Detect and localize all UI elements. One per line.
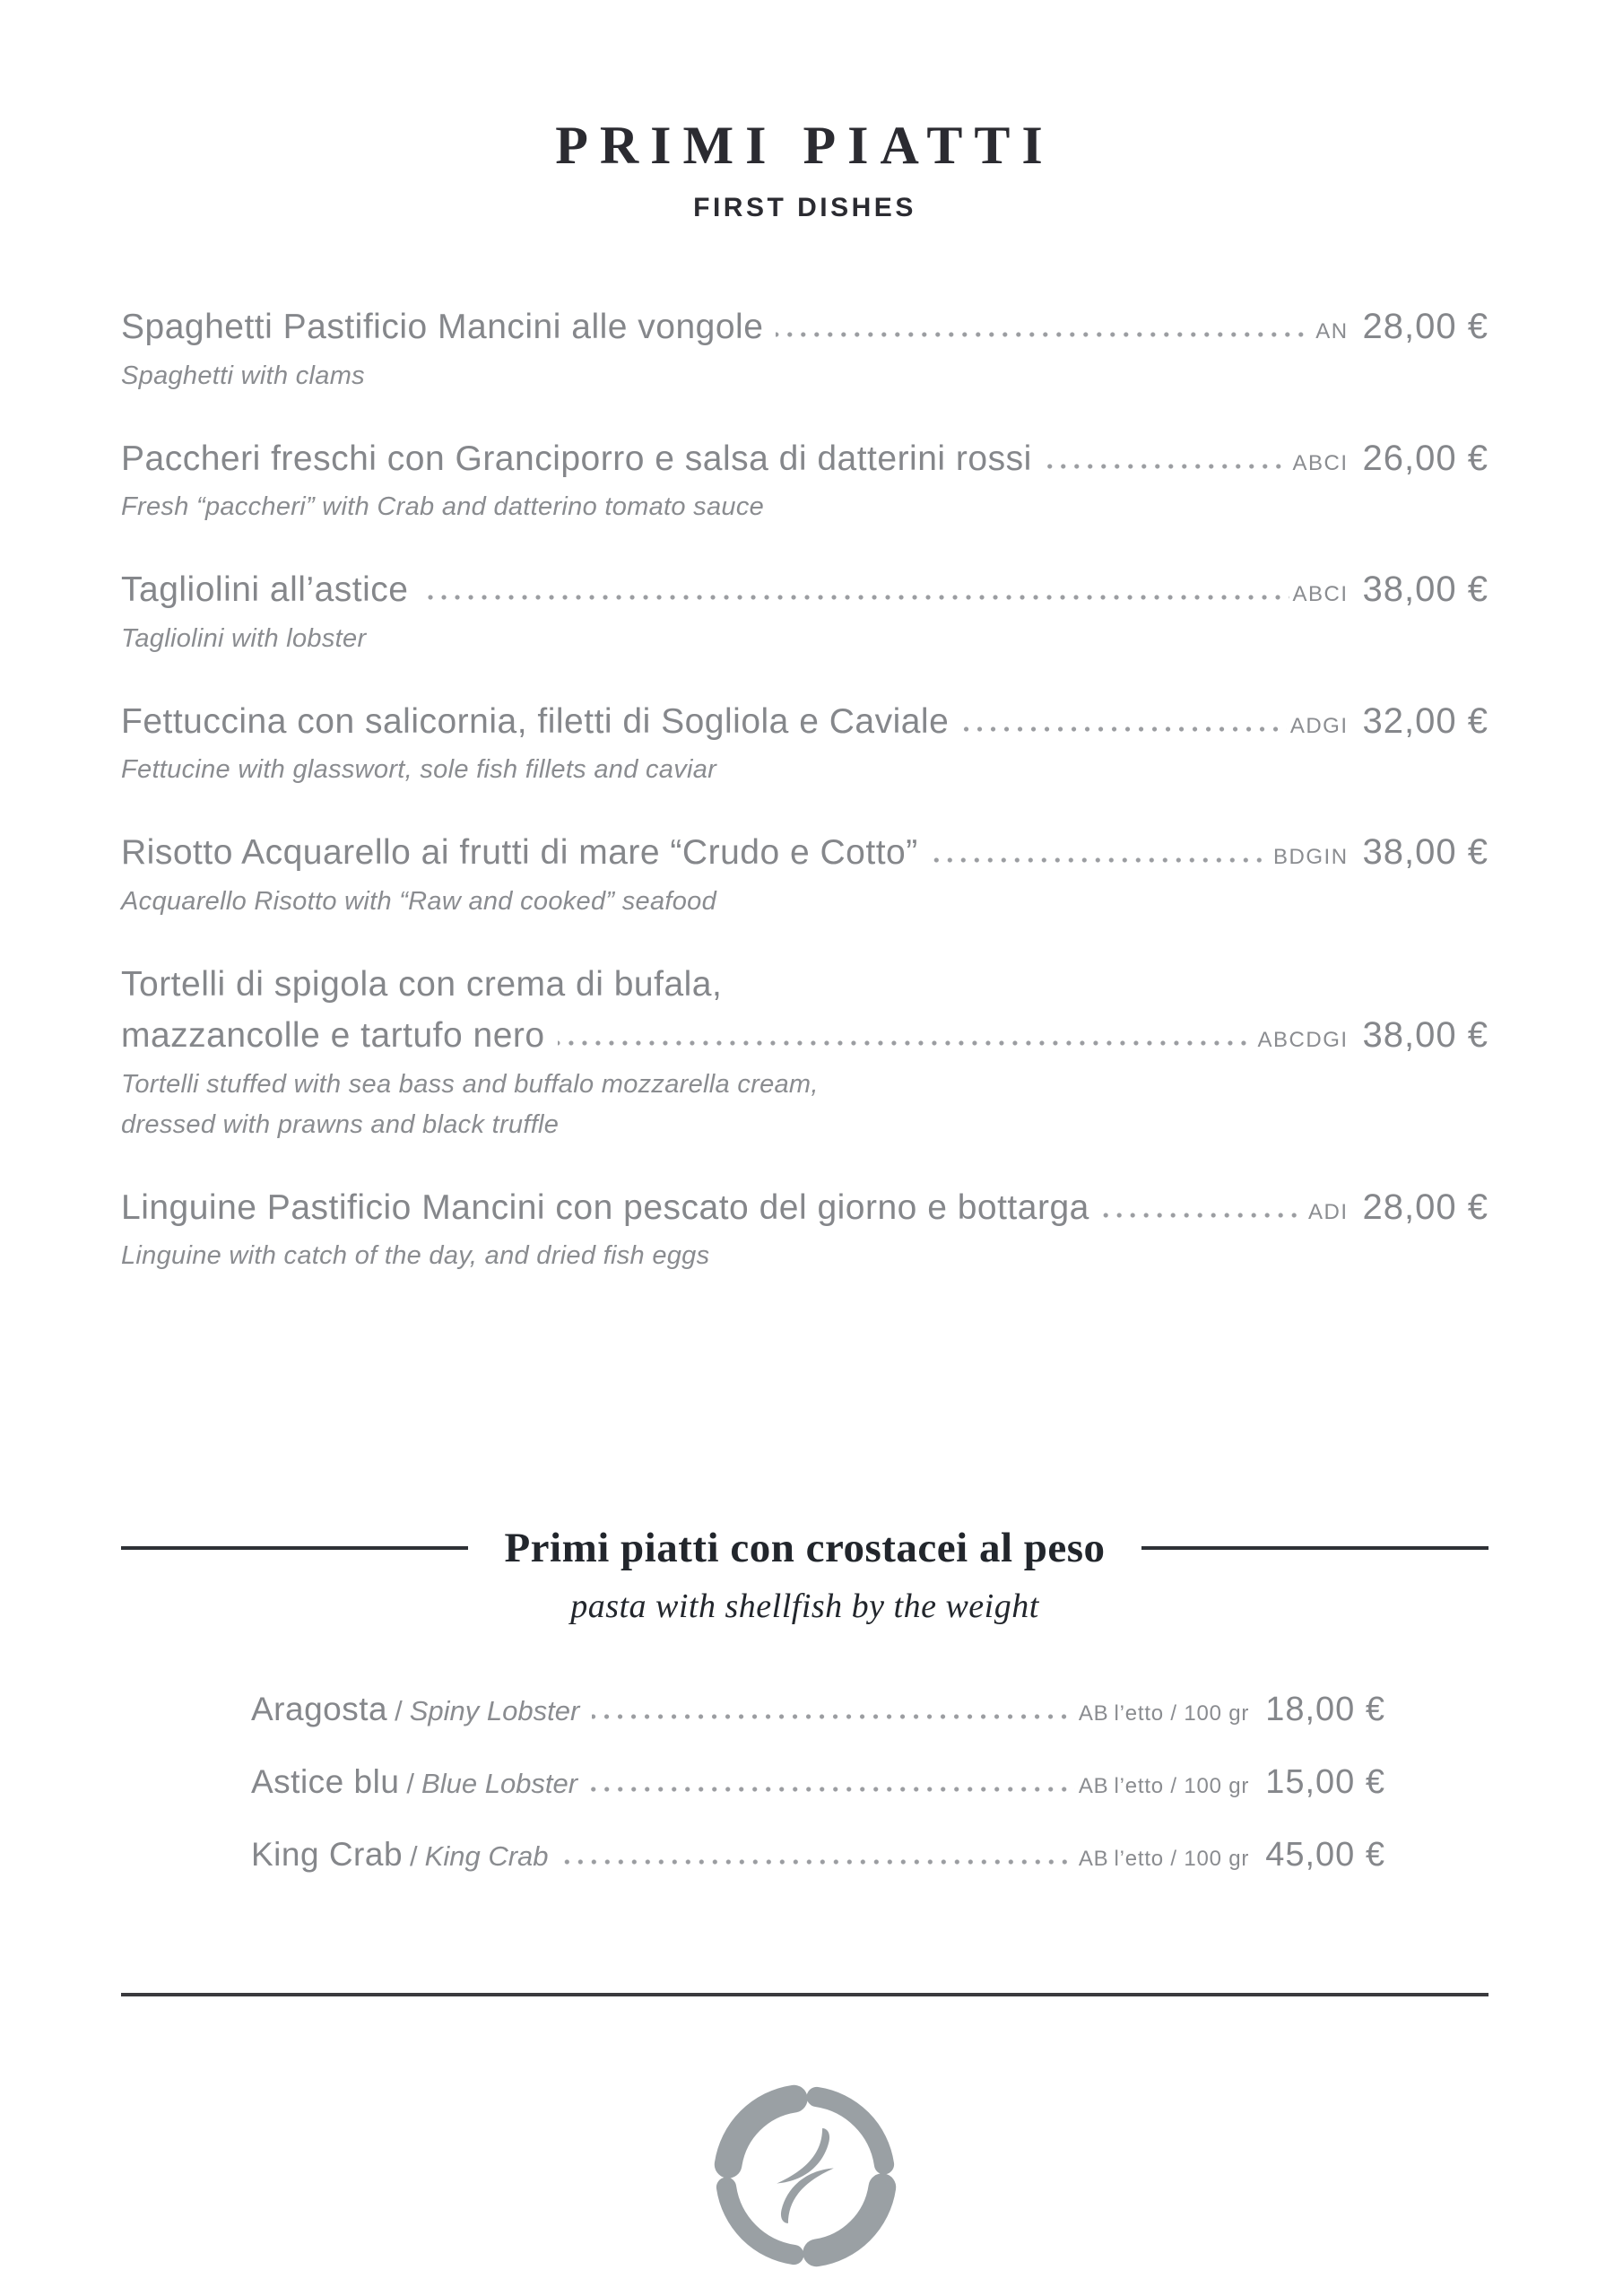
- dish-row: [121, 1014, 1488, 1057]
- allergen-code: AN: [1315, 319, 1349, 344]
- allergen-code: ADI: [1308, 1199, 1349, 1224]
- dotted-leader: [590, 1787, 1075, 1793]
- weight-section-title: Primi piatti con crostacei al peso: [504, 1525, 1106, 1572]
- dotted-leader: [931, 857, 1270, 864]
- weight-item-row: [251, 1691, 1385, 1729]
- menu-item: [121, 963, 1488, 1145]
- allergen-code: AB: [1078, 1774, 1109, 1799]
- shellfish-price: 45,00 €: [1265, 1836, 1385, 1874]
- dish-row: [121, 438, 1488, 481]
- dish-description-line: Tortelli stuffed with sea bass and buffalo mozzarella cream,: [121, 1069, 819, 1099]
- dish-price: 38,00 €: [1362, 1015, 1488, 1056]
- dotted-leader: [1045, 464, 1289, 470]
- dish-price: 38,00 €: [1362, 832, 1488, 873]
- shellfish-name-english: King Crab: [424, 1840, 549, 1873]
- dish-name: Fettuccina con salicornia, filetti di Sogliola e Caviale: [121, 701, 950, 741]
- menu-item: [121, 831, 1488, 922]
- dish-name: mazzancolle e tartufo nero: [121, 1016, 545, 1056]
- allergen-code: ADGI: [1289, 713, 1349, 738]
- weight-section-subtitle: pasta with shellfish by the weight: [570, 1587, 1039, 1626]
- dotted-leader: [558, 1040, 1254, 1047]
- shellfish-name: Aragosta: [251, 1691, 388, 1728]
- shellfish-name: Astice blu: [251, 1763, 400, 1801]
- allergen-code: AB: [1078, 1701, 1109, 1726]
- footer-divider: [121, 1993, 1488, 1996]
- menu-item: [121, 569, 1488, 659]
- dish-name-line: Tortelli di spigola con crema di bufala,: [121, 964, 723, 1004]
- dish-price: 28,00 €: [1362, 307, 1488, 346]
- shellfish-name-english: Spiny Lobster: [409, 1695, 580, 1727]
- dish-row: [121, 831, 1488, 874]
- weight-item-row: [251, 1836, 1385, 1874]
- dotted-leader: [961, 726, 1287, 733]
- dotted-leader: [421, 595, 1289, 601]
- dish-description-line: dressed with prawns and black truffle: [121, 1109, 560, 1139]
- dish-row: [121, 306, 1488, 349]
- weight-item-row: [251, 1763, 1385, 1802]
- weight-item-list: [251, 1691, 1385, 1874]
- two-fishes-circle-icon: [710, 2081, 900, 2271]
- dish-name: Tagliolini all’astice: [121, 570, 409, 610]
- dish-price: 28,00 €: [1362, 1187, 1488, 1227]
- allergen-code: ABCI: [1292, 582, 1349, 607]
- page-subtitle: FIRST DISHES: [693, 193, 916, 222]
- dish-name: Linguine Pastificio Mancini con pescato del giorno e bottarga: [121, 1187, 1089, 1227]
- page-title: PRIMI PIATTI: [555, 116, 1055, 175]
- dish-description-line: Acquarello Risotto with “Raw and cooked” seafood: [121, 886, 717, 916]
- dish-name: Paccheri freschi con Granciporro e salsa di datterini rossi: [121, 439, 1032, 478]
- dish-name: Risotto Acquarello ai frutti di mare “Crudo e Cotto”: [121, 833, 918, 873]
- shellfish-name-english: Blue Lobster: [421, 1768, 578, 1800]
- name-separator: /: [395, 1695, 403, 1727]
- allergen-code: ABCI: [1292, 450, 1349, 475]
- price-unit: l’etto / 100 gr: [1114, 1847, 1250, 1872]
- dish-description-line: Fettucine with glasswort, sole fish fillets and caviar: [121, 755, 717, 785]
- dish-row: [121, 1187, 1488, 1230]
- dotted-leader: [1102, 1213, 1305, 1219]
- name-separator: /: [406, 1768, 415, 1800]
- right-rule: [1141, 1546, 1488, 1550]
- dish-description-line: Spaghetti with clams: [121, 361, 365, 390]
- dotted-leader: [592, 1714, 1075, 1720]
- dish-row: [121, 569, 1488, 612]
- name-separator: /: [410, 1840, 418, 1873]
- shellfish-price: 15,00 €: [1265, 1763, 1385, 1802]
- dish-price: 26,00 €: [1362, 438, 1488, 478]
- weight-section-header: [121, 1524, 1488, 1572]
- menu-item: [121, 1187, 1488, 1277]
- left-rule: [121, 1546, 468, 1550]
- menu-item: [121, 306, 1488, 396]
- menu-item: [121, 700, 1488, 791]
- dotted-leader: [776, 332, 1312, 338]
- allergen-code: AB: [1078, 1847, 1109, 1872]
- dish-price: 38,00 €: [1362, 570, 1488, 610]
- menu-item: [121, 438, 1488, 528]
- shellfish-price: 18,00 €: [1265, 1691, 1385, 1729]
- restaurant-logo: [710, 2081, 900, 2271]
- dish-description-line: Linguine with catch of the day, and dried fish eggs: [121, 1241, 710, 1271]
- menu-item-list: [121, 306, 1488, 1276]
- dish-price: 32,00 €: [1362, 700, 1488, 741]
- dotted-leader: [561, 1859, 1075, 1866]
- allergen-code: ABCDGI: [1257, 1028, 1349, 1053]
- price-unit: l’etto / 100 gr: [1114, 1774, 1250, 1799]
- shellfish-name: King Crab: [251, 1836, 404, 1874]
- dish-name: Spaghetti Pastificio Mancini alle vongole: [121, 308, 764, 346]
- dish-description-line: Fresh “paccheri” with Crab and datterino tomato sauce: [121, 492, 765, 522]
- dish-description-line: Tagliolini with lobster: [121, 623, 367, 653]
- dish-row: [121, 700, 1488, 744]
- allergen-code: BDGIN: [1273, 845, 1349, 870]
- weight-section: [121, 1524, 1488, 1874]
- price-unit: l’etto / 100 gr: [1114, 1701, 1250, 1726]
